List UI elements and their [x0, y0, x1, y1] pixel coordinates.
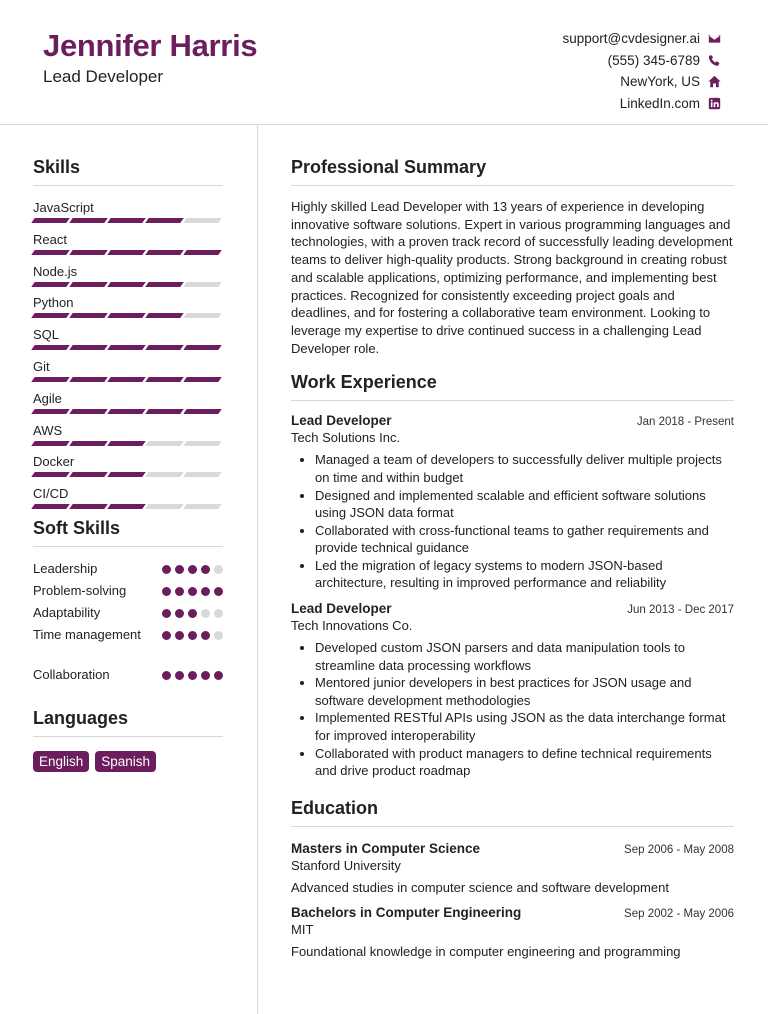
- skill-name: Docker: [33, 454, 75, 470]
- education-school: MIT: [291, 921, 314, 937]
- skill-level-segment: [145, 250, 184, 255]
- skill-level-segment: [31, 409, 70, 414]
- education-degree: Masters in Computer Science: [291, 840, 481, 856]
- rating-dot: [188, 565, 197, 574]
- rating-dot: [162, 565, 171, 574]
- skill-level-segment: [31, 282, 70, 287]
- soft-skill-rating: [162, 631, 223, 666]
- language-badge: English: [33, 751, 89, 772]
- education-description: Foundational knowledge in computer engineering and programming: [291, 943, 681, 959]
- job-date: Jun 2013 - Dec 2017: [627, 604, 734, 617]
- skill-level-bar: [33, 377, 223, 382]
- skill-level-bar: [33, 282, 223, 287]
- job-company: Tech Solutions Inc.: [291, 430, 401, 446]
- work-heading: Work Experience: [291, 372, 734, 401]
- rating-dot: [188, 671, 197, 680]
- job-bullet: • Collaborated with cross-functional teams to gather requirements and provide technical guidance: [315, 522, 734, 557]
- soft-skills-heading: Soft Skills: [33, 518, 223, 547]
- skills-heading: Skills: [33, 157, 223, 186]
- column-divider: [257, 125, 258, 1014]
- skill-level-segment: [145, 218, 184, 223]
- rating-dot: [162, 671, 171, 680]
- skill-level-segment: [69, 218, 108, 223]
- skill-level-segment: [107, 250, 146, 255]
- education-degree: Bachelors in Computer Engineering: [291, 904, 522, 920]
- skill-level-bar: [33, 250, 223, 255]
- skill-level-segment: [107, 345, 146, 350]
- skill-item: [33, 327, 223, 359]
- skill-name: AWS: [33, 422, 63, 438]
- skill-item: [33, 454, 223, 486]
- skills-list: [33, 200, 223, 518]
- rating-dot: [188, 631, 197, 640]
- contact-phone[interactable]: [562, 50, 721, 72]
- job-bullet: • Designed and implemented scalable and efficient software solutions using JSON data format: [315, 487, 734, 522]
- rating-dot: [201, 671, 210, 680]
- skill-level-segment: [183, 313, 222, 318]
- skill-level-segment: [31, 377, 70, 382]
- summary-text: Highly skilled Lead Developer with 13 years of experience in developing innovative software solutions. Expert in various programming languages and technologies, with a proven track record of successfully leading development teams to deliver high-quality products. Strong background in creating robust and scalable applications, optimizing performance, and implementing best practices. Recognized for consistently exceeding project goals and deadlines, and for fostering a collaborative team environment. Looking to leverage my expertise to drive continued success in a challenging Lead Developer role.: [291, 199, 733, 356]
- job-bullet: • Led the migration of legacy systems to modern JSON-based architecture, resulting in improved performance and reliability: [315, 557, 734, 592]
- language-badge: Spanish: [95, 751, 156, 772]
- soft-skill-name: Adaptability: [33, 604, 101, 620]
- skill-level-segment: [145, 409, 184, 414]
- soft-skill-rating: [162, 565, 223, 582]
- job-entry: [291, 601, 734, 780]
- skill-level-segment: [69, 377, 108, 382]
- skill-level-bar: [33, 504, 223, 509]
- contact-email-text: support@cvdesigner.ai: [562, 31, 700, 47]
- rating-dot: [162, 609, 171, 618]
- contact-location: [562, 71, 721, 93]
- contact-email[interactable]: [562, 28, 721, 50]
- soft-skill-rating: [162, 671, 223, 688]
- rating-dot: [162, 587, 171, 596]
- skill-level-segment: [107, 504, 146, 509]
- skill-level-segment: [31, 218, 70, 223]
- soft-skill-name: Collaboration: [33, 666, 110, 682]
- skill-level-segment: [145, 472, 184, 477]
- skill-level-bar: [33, 218, 223, 223]
- skill-level-segment: [107, 409, 146, 414]
- job-title: Lead Developer: [291, 413, 392, 429]
- skill-item: [33, 486, 223, 518]
- skill-item: [33, 359, 223, 391]
- skill-level-segment: [69, 441, 108, 446]
- rating-dot: [175, 631, 184, 640]
- skill-level-segment: [145, 504, 184, 509]
- skill-level-segment: [145, 313, 184, 318]
- skill-level-segment: [69, 345, 108, 350]
- job-bullet: • Managed a team of developers to successfully deliver multiple projects on time and within budget: [315, 451, 734, 486]
- rating-dot: [188, 587, 197, 596]
- rating-dot: [214, 631, 223, 640]
- skill-item: [33, 295, 223, 327]
- languages-heading: Languages: [33, 708, 223, 737]
- job-bullets: [291, 639, 734, 780]
- skill-level-bar: [33, 409, 223, 414]
- skill-level-segment: [145, 377, 184, 382]
- job-bullet: • Collaborated with product managers to define technical requirements and drive product roadmap: [315, 745, 734, 780]
- rating-dot: [214, 671, 223, 680]
- contact-phone-text: (555) 345-6789: [607, 52, 700, 68]
- right-column: [291, 157, 734, 959]
- contact-linkedin-text: LinkedIn.com: [619, 95, 700, 111]
- skill-level-segment: [183, 377, 222, 382]
- contact-linkedin[interactable]: [562, 93, 721, 115]
- education-date: Sep 2006 - May 2008: [624, 843, 734, 856]
- rating-dot: [175, 671, 184, 680]
- skill-level-segment: [69, 282, 108, 287]
- skill-level-bar: [33, 345, 223, 350]
- soft-skill-name: Time management: [33, 626, 141, 642]
- skill-level-segment: [107, 472, 146, 477]
- job-company: Tech Innovations Co.: [291, 618, 413, 634]
- rating-dot: [162, 631, 171, 640]
- skill-level-segment: [183, 472, 222, 477]
- skill-level-segment: [145, 441, 184, 446]
- soft-skill-name: Leadership: [33, 560, 98, 576]
- rating-dot: [175, 565, 184, 574]
- summary-heading: Professional Summary: [291, 157, 734, 186]
- skill-level-bar: [33, 313, 223, 318]
- rating-dot: [188, 609, 197, 618]
- skill-level-segment: [145, 282, 184, 287]
- skill-level-segment: [31, 441, 70, 446]
- skill-level-segment: [31, 313, 70, 318]
- skill-item: [33, 423, 223, 455]
- skill-item: [33, 200, 223, 232]
- skill-level-segment: [183, 282, 222, 287]
- rating-dot: [201, 565, 210, 574]
- job-title: Lead Developer: [291, 601, 392, 617]
- skill-name: React: [33, 231, 67, 247]
- job-header: [291, 413, 734, 428]
- rating-dot: [201, 631, 210, 640]
- soft-skill-rating: [162, 587, 223, 604]
- education-description: Advanced studies in computer science and software development: [291, 879, 669, 895]
- soft-skill-rating: [162, 609, 223, 626]
- resume-header: [0, 0, 768, 125]
- rating-dot: [214, 609, 223, 618]
- skill-level-segment: [183, 441, 222, 446]
- skill-name: JavaScript: [33, 200, 94, 215]
- skill-name: SQL: [33, 327, 60, 343]
- education-header: [291, 905, 734, 920]
- soft-skill-item: [33, 604, 223, 626]
- left-column: [33, 157, 223, 772]
- soft-skill-item: [33, 560, 223, 582]
- education-school: Stanford University: [291, 857, 401, 873]
- soft-skills-list: [33, 560, 223, 688]
- skill-level-segment: [31, 472, 70, 477]
- education-list: [291, 841, 734, 959]
- education-header: [291, 841, 734, 856]
- rating-dot: [175, 609, 184, 618]
- rating-dot: [175, 587, 184, 596]
- skill-level-segment: [69, 313, 108, 318]
- skill-item: [33, 232, 223, 264]
- rating-dot: [214, 587, 223, 596]
- skill-name: Python: [33, 295, 74, 311]
- candidate-title: Lead Developer: [43, 67, 164, 86]
- languages-list: [33, 751, 223, 772]
- skill-name: CI/CD: [33, 486, 69, 502]
- job-date: Jan 2018 - Present: [636, 416, 734, 429]
- skill-item: [33, 391, 223, 423]
- home-icon: [707, 75, 721, 89]
- skill-level-segment: [69, 504, 108, 509]
- contact-list: [562, 28, 721, 114]
- skill-name: Agile: [33, 390, 62, 406]
- skill-level-segment: [31, 250, 70, 255]
- skill-level-segment: [69, 472, 108, 477]
- work-list: [291, 413, 734, 780]
- skill-level-segment: [107, 441, 146, 446]
- job-entry: [291, 413, 734, 592]
- skill-level-segment: [145, 345, 184, 350]
- candidate-name: Jennifer Harris: [43, 28, 258, 63]
- education-date: Sep 2002 - May 2006: [624, 907, 734, 920]
- job-bullet: • Developed custom JSON parsers and data manipulation tools to streamline data processing workflows: [315, 639, 734, 674]
- rating-dot: [214, 565, 223, 574]
- job-bullets: [291, 451, 734, 592]
- soft-skill-name: Problem-solving: [33, 582, 127, 598]
- rating-dot: [201, 587, 210, 596]
- skill-level-segment: [107, 218, 146, 223]
- skill-item: [33, 264, 223, 296]
- linkedin-icon: [707, 96, 721, 110]
- job-header: [291, 601, 734, 616]
- skill-level-segment: [69, 250, 108, 255]
- skill-level-segment: [31, 504, 70, 509]
- skill-level-segment: [107, 313, 146, 318]
- soft-skill-item: [33, 626, 223, 666]
- skill-name: Node.js: [33, 263, 78, 279]
- soft-skill-item: [33, 582, 223, 604]
- education-heading: Education: [291, 798, 734, 827]
- job-bullet: • Mentored junior developers in best practices for JSON usage and software development methodologies: [315, 674, 734, 709]
- skill-level-segment: [31, 345, 70, 350]
- phone-icon: [707, 53, 721, 67]
- skill-level-bar: [33, 441, 223, 446]
- skill-level-bar: [33, 472, 223, 477]
- skill-level-segment: [183, 250, 222, 255]
- skill-level-segment: [107, 377, 146, 382]
- envelope-icon: [707, 32, 721, 46]
- contact-location-text: NewYork, US: [620, 74, 700, 90]
- rating-dot: [201, 609, 210, 618]
- job-bullet: • Implemented RESTful APIs using JSON as the data interchange format for improved interoperability: [315, 709, 734, 744]
- education-entry: [291, 841, 734, 895]
- skill-name: Git: [33, 358, 50, 374]
- education-entry: [291, 905, 734, 959]
- skill-level-segment: [69, 409, 108, 414]
- skill-level-segment: [183, 409, 222, 414]
- skill-level-segment: [183, 218, 222, 223]
- skill-level-segment: [183, 504, 222, 509]
- skill-level-segment: [183, 345, 222, 350]
- skill-level-segment: [107, 282, 146, 287]
- soft-skill-item: [33, 666, 223, 688]
